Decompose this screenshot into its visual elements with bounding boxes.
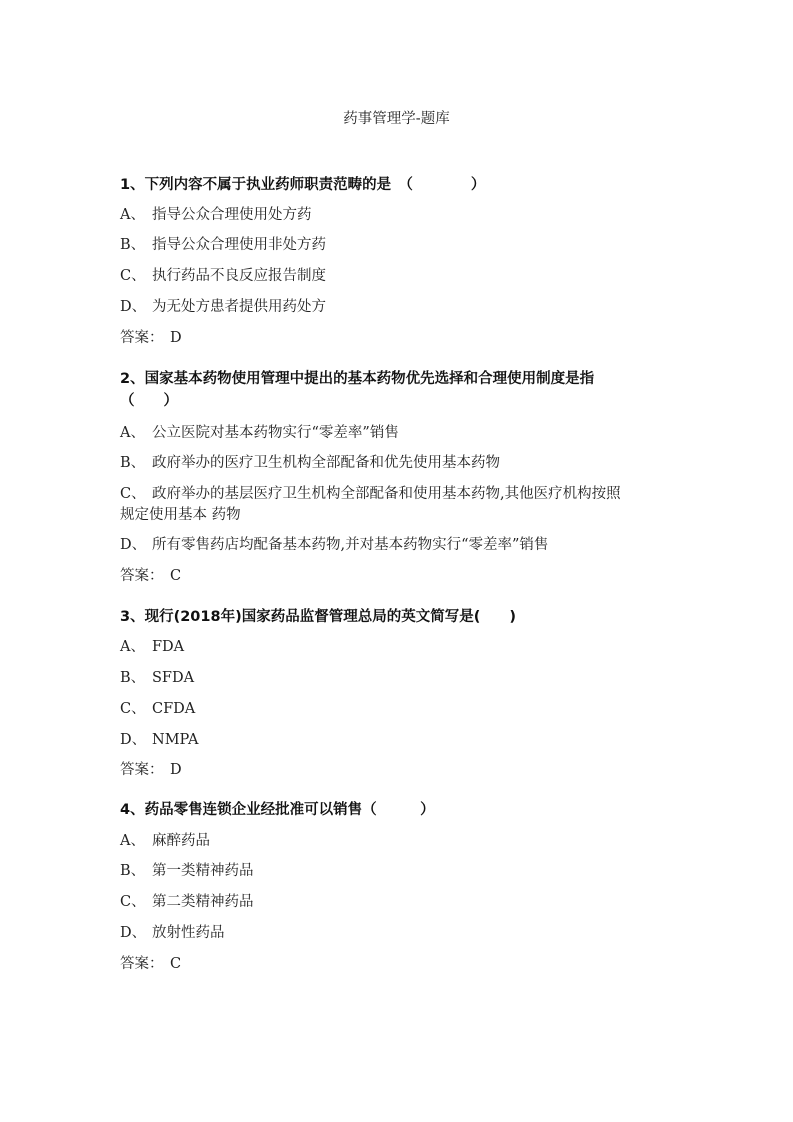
option-b: B、 SFDA: [120, 670, 195, 686]
question-stem: 4、药品零售连锁企业经批准可以销售（ ）: [120, 802, 435, 818]
option-a: A、 公立医院对基本药物实行“零差率”销售: [120, 425, 399, 441]
option-c: C、 第二类精神药品: [120, 894, 254, 910]
option-d: D、 放射性药品: [120, 925, 225, 941]
question-stem: 2、国家基本药物使用管理中提出的基本药物优先选择和合理使用制度是指: [120, 371, 595, 387]
answer: 答案： C: [120, 956, 182, 972]
option-d: D、 所有零售药店均配备基本药物,并对基本药物实行“零差率”销售: [120, 537, 549, 553]
option-b: B、 第一类精神药品: [120, 863, 254, 879]
answer: 答案： C: [120, 568, 182, 584]
option-b: B、 指导公众合理使用非处方药: [120, 237, 326, 253]
option-c-continued: 规定使用基本 药物: [120, 507, 241, 523]
answer: 答案： D: [120, 762, 182, 778]
question-stem-blank: （ ）: [120, 393, 178, 409]
option-a: A、 麻醉药品: [120, 833, 210, 849]
question-stem: 1、下列内容不属于执业药师职责范畴的是 （ ）: [120, 177, 486, 193]
option-c: C、 执行药品不良反应报告制度: [120, 268, 326, 284]
option-a: A、 指导公众合理使用处方药: [120, 207, 312, 223]
answer: 答案： D: [120, 330, 182, 346]
option-c: C、 政府举办的基层医疗卫生机构全部配备和使用基本药物,其他医疗机构按照: [120, 486, 621, 502]
question-stem: 3、现行(2018年)国家药品监督管理总局的英文简写是( ): [120, 609, 516, 625]
option-c: C、 CFDA: [120, 701, 196, 717]
option-b: B、 政府举办的医疗卫生机构全部配备和优先使用基本药物: [120, 455, 500, 471]
option-d: D、 为无处方患者提供用药处方: [120, 299, 326, 315]
option-a: A、 FDA: [120, 639, 185, 655]
option-d: D、 NMPA: [120, 732, 199, 748]
document-title: 药事管理学-题库: [343, 111, 450, 127]
